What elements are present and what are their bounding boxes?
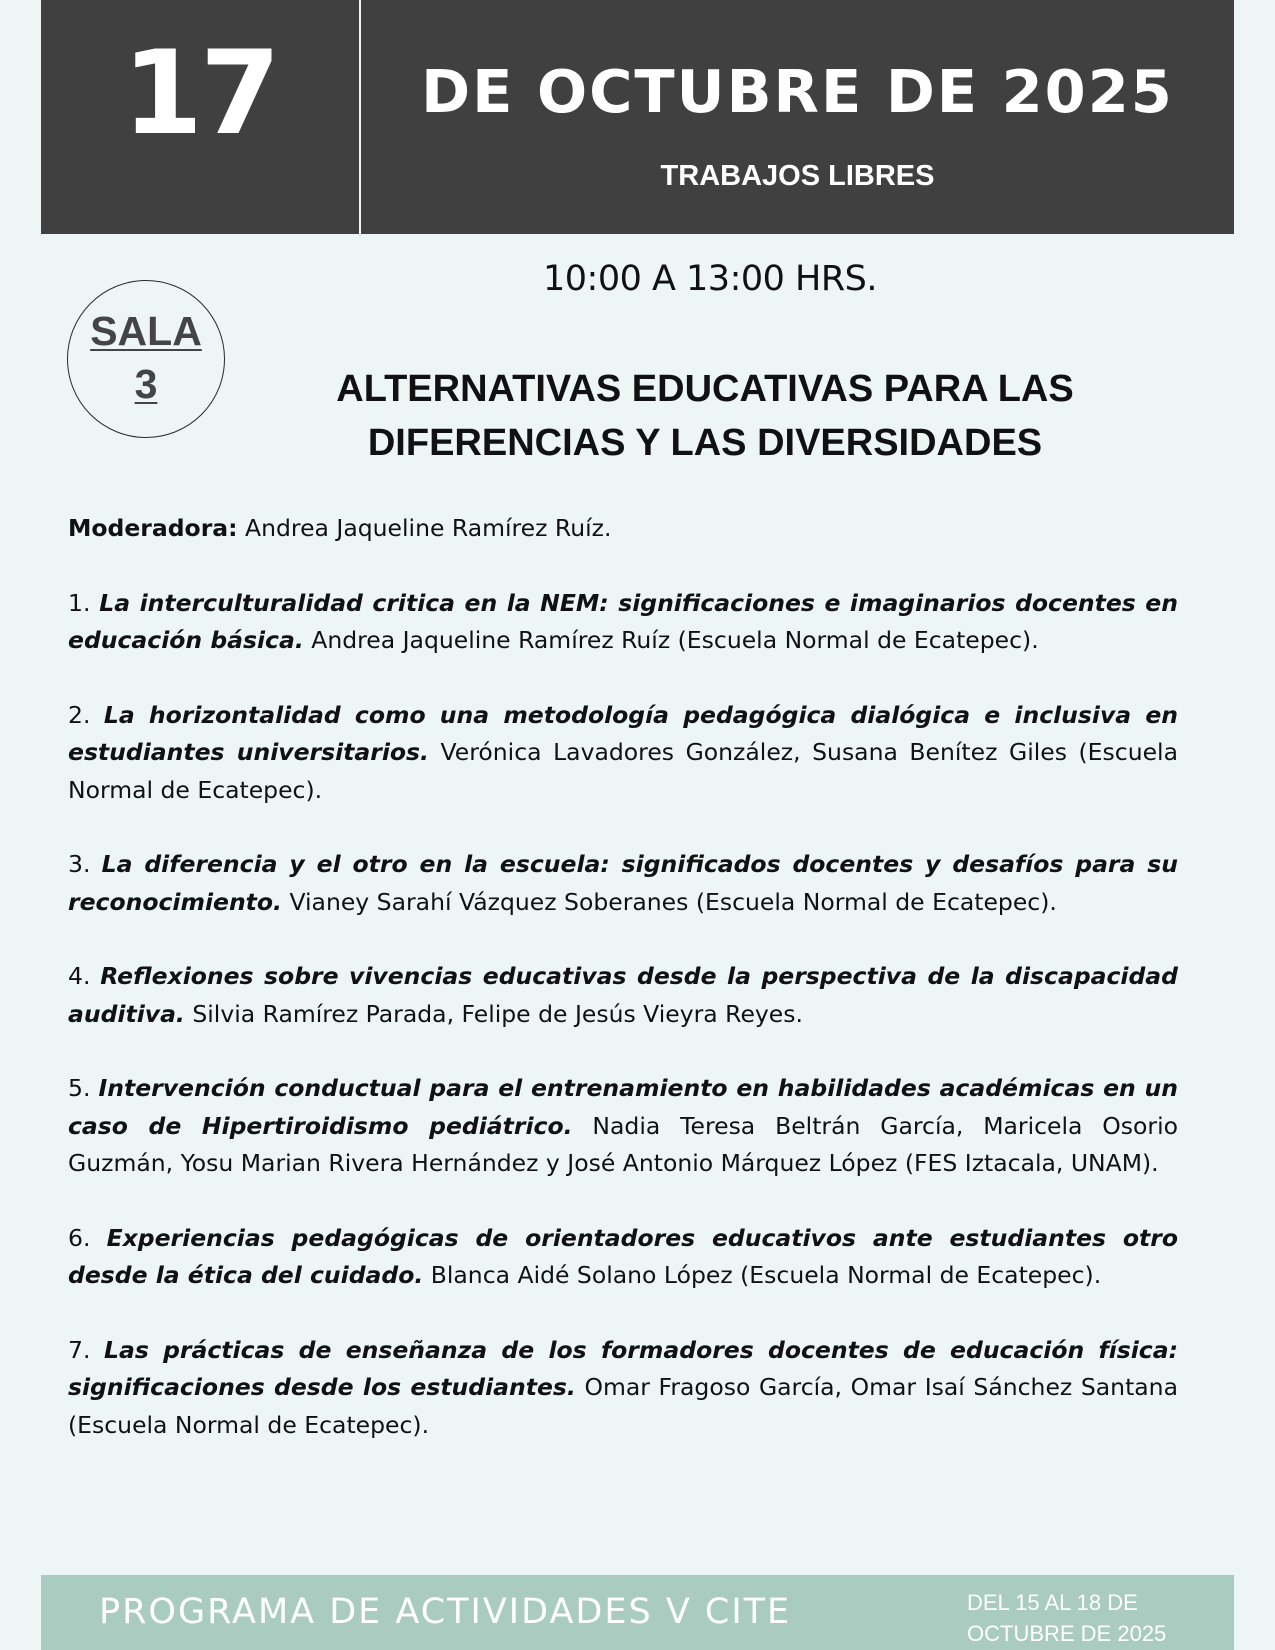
session-time: 10:00 A 13:00 HRS. [542, 259, 878, 299]
footer-title: PROGRAMA DE ACTIVIDADES V CITE [99, 1592, 792, 1632]
month-year: DE OCTUBRE DE 2025 [421, 57, 1174, 126]
program-item [68, 846, 1178, 921]
item-authors: Verónica Lavadores González, Susana Benítez Giles (Escuela Normal de Ecatepec). [68, 738, 1178, 804]
item-number: 4. [68, 962, 91, 990]
item-number: 6. [68, 1223, 91, 1252]
item-title: Experiencias pedagógicas de orientadores educativos ante estudiantes otro desde la ética del cuidado. [68, 1223, 1178, 1289]
session-title-line2: DIFERENCIAS Y LAS DIVERSIDADES [367, 422, 1043, 464]
program-item [68, 1070, 1178, 1183]
footer-dates-line1: DEL 15 AL 18 DE [967, 1590, 1138, 1615]
item-authors: Silvia Ramírez Parada, Felipe de Jesús Vieyra Reyes. [192, 999, 803, 1028]
program-item [68, 958, 1178, 1033]
item-authors: Vianey Sarahí Vázquez Soberanes (Escuela Normal de Ecatepec). [289, 887, 1057, 916]
footer-banner [41, 1575, 1234, 1650]
item-authors: Blanca Aidé Solano López (Escuela Normal de Ecatepec). [430, 1261, 1102, 1289]
moderator-label: Moderadora: [68, 514, 238, 542]
session-title-line1: ALTERNATIVAS EDUCATIVAS PARA LAS [336, 368, 1074, 410]
footer-dates-line2: OCTUBRE DE 2025 [967, 1621, 1167, 1646]
item-number: 7. [68, 1335, 91, 1364]
program-item [68, 697, 1178, 810]
moderator-name: Andrea Jaqueline Ramírez Ruíz. [245, 514, 612, 542]
item-number: 5. [68, 1074, 91, 1102]
item-number: 1. [68, 588, 91, 617]
program-item [68, 1332, 1178, 1445]
item-authors: Omar Fragoso García, Omar Isaí Sánchez Santana (Escuela Normal de Ecatepec). [68, 1373, 1178, 1439]
day-number: 17 [122, 26, 278, 161]
item-title: La horizontalidad como una metodología pedagógica dialógica e inclusiva en estudiantes universitarios. [68, 700, 1178, 766]
room-badge [67, 280, 225, 438]
moderator [68, 510, 1178, 548]
room-number: 3 [134, 361, 158, 407]
program-item [68, 585, 1178, 660]
room-label: SALA [90, 308, 202, 354]
session-title [250, 362, 1160, 470]
session-type: TRABAJOS LIBRES [660, 160, 935, 192]
footer-dates [967, 1587, 1187, 1649]
program-content [68, 510, 1178, 1481]
item-number: 3. [68, 850, 91, 878]
item-title: Las prácticas de enseñanza de los formadores docentes de educación física: significaciones desde los estudiantes. [68, 1335, 1178, 1401]
item-title: Reflexiones sobre vivencias educativas desde la perspectiva de la discapacidad auditiva. [68, 962, 1178, 1028]
item-number: 2. [68, 700, 91, 729]
date-header [41, 0, 1234, 234]
item-title: Intervención conductual para el entrenamiento en habilidades académicas en un caso de Hipertiroidismo pediátrico. [68, 1074, 1178, 1140]
program-item [68, 1220, 1178, 1295]
item-authors: Andrea Jaqueline Ramírez Ruíz (Escuela Normal de Ecatepec). [311, 626, 1039, 654]
item-title: La diferencia y el otro en la escuela: significados docentes y desafíos para su reconocimiento. [68, 850, 1178, 916]
item-title: La interculturalidad critica en la NEM: significaciones e imaginarios docentes en educación básica. [68, 588, 1178, 654]
item-authors: Nadia Teresa Beltrán García, Maricela Osorio Guzmán, Yosu Marian Rivera Hernández y José Antonio Márquez López (FES Iztacala, UNAM). [68, 1111, 1178, 1177]
